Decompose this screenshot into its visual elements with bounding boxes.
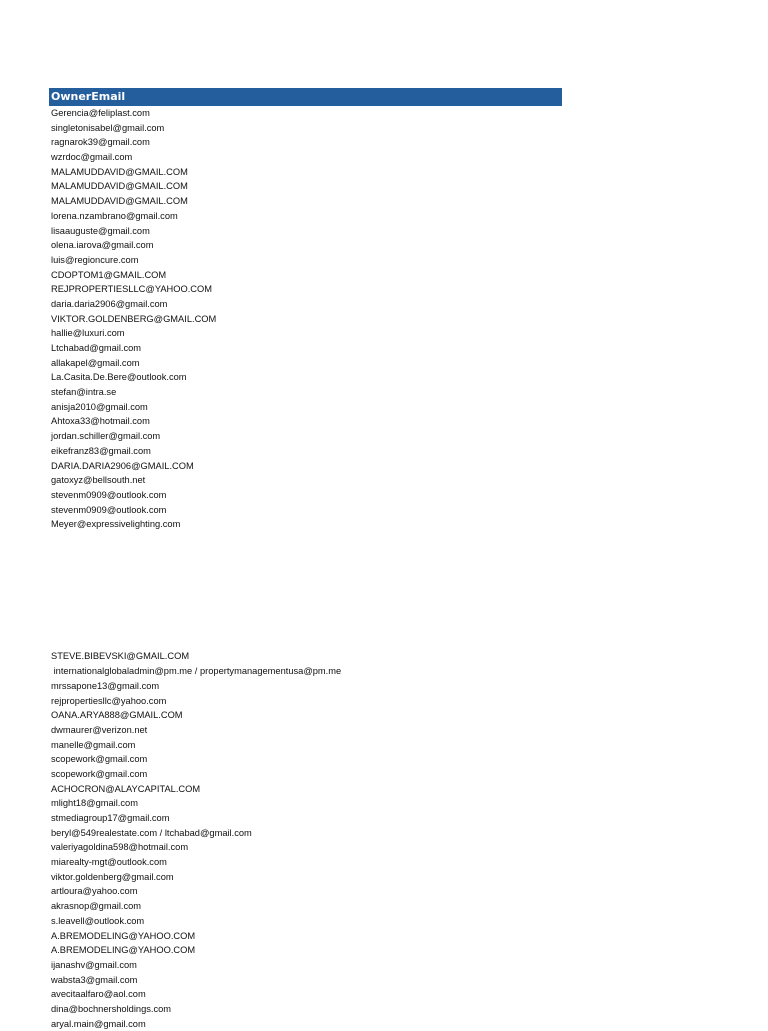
email-cell[interactable]: eikefranz83@gmail.com bbox=[51, 445, 151, 456]
email-cell[interactable]: scopework@gmail.com bbox=[51, 754, 148, 765]
empty-cell[interactable] bbox=[49, 591, 562, 606]
email-cell[interactable]: manelle@gmail.com bbox=[51, 739, 136, 750]
email-cell[interactable]: REJPROPERTIESLLC@YAHOO.COM bbox=[51, 284, 212, 295]
email-cell[interactable]: ijanashv@gmail.com bbox=[51, 959, 137, 970]
email-cell[interactable]: miarealty-mgt@outlook.com bbox=[51, 857, 167, 868]
email-cell[interactable]: La.Casita.De.Bere@outlook.com bbox=[51, 372, 187, 383]
email-cell[interactable]: DARIA.DARIA2906@GMAIL.COM bbox=[51, 460, 194, 471]
email-cell[interactable]: daria.daria2906@gmail.com bbox=[51, 298, 168, 309]
email-cell[interactable]: lisaauguste@gmail.com bbox=[51, 225, 150, 236]
email-cell[interactable]: allakapel@gmail.com bbox=[51, 357, 140, 368]
email-cell[interactable]: dina@bochnersholdings.com bbox=[51, 1003, 172, 1014]
empty-cell[interactable] bbox=[49, 635, 562, 650]
email-cell[interactable]: Ahtoxa33@hotmail.com bbox=[51, 416, 150, 427]
email-cell[interactable]: jordan.schiller@gmail.com bbox=[51, 431, 161, 442]
email-cell[interactable]: MALAMUDDAVID@GMAIL.COM bbox=[51, 166, 188, 177]
empty-cell[interactable] bbox=[49, 532, 562, 547]
email-cell[interactable]: MALAMUDDAVID@GMAIL.COM bbox=[51, 196, 188, 207]
email-cell[interactable]: anisja2010@gmail.com bbox=[51, 401, 148, 412]
email-cell[interactable]: olena.iarova@gmail.com bbox=[51, 240, 154, 251]
email-cell[interactable]: wabsta3@gmail.com bbox=[51, 974, 138, 985]
email-cell[interactable]: rejpropertiesllc@yahoo.com bbox=[51, 695, 167, 706]
email-cell[interactable]: A.BREMODELING@YAHOO.COM bbox=[51, 930, 196, 941]
email-cell[interactable]: gatoxyz@bellsouth.net bbox=[51, 475, 146, 486]
email-cell[interactable]: akrasnop@gmail.com bbox=[51, 901, 142, 912]
empty-cell[interactable] bbox=[49, 620, 562, 635]
email-cell[interactable]: artloura@yahoo.com bbox=[51, 886, 138, 897]
email-cell[interactable]: stefan@intra.se bbox=[51, 387, 117, 398]
email-cell[interactable]: viktor.goldenberg@gmail.com bbox=[51, 871, 174, 882]
email-cell[interactable]: wzrdoc@gmail.com bbox=[51, 152, 133, 163]
email-cell[interactable]: mlight18@gmail.com bbox=[51, 798, 138, 809]
spreadsheet-column bbox=[49, 88, 562, 1031]
email-cell[interactable]: scopework@gmail.com bbox=[51, 768, 148, 779]
empty-cell[interactable] bbox=[49, 576, 562, 591]
email-cell[interactable]: internationalglobaladmin@pm.me / propertymanagementusa@pm.me bbox=[51, 666, 342, 677]
email-cell[interactable]: VIKTOR.GOLDENBERG@GMAIL.COM bbox=[51, 313, 217, 324]
empty-cell[interactable] bbox=[49, 547, 562, 562]
email-cell[interactable]: MALAMUDDAVID@GMAIL.COM bbox=[51, 181, 188, 192]
email-cell[interactable]: CDOPTOM1@GMAIL.COM bbox=[51, 269, 167, 280]
email-cell[interactable]: stevenm0909@outlook.com bbox=[51, 489, 167, 500]
email-cell[interactable]: Ltchabad@gmail.com bbox=[51, 343, 142, 353]
email-cell[interactable]: STEVE.BIBEVSKI@GMAIL.COM bbox=[51, 651, 190, 662]
email-cell[interactable]: A.BREMODELING@YAHOO.COM bbox=[51, 945, 196, 956]
email-cell[interactable]: s.leavell@outlook.com bbox=[51, 915, 145, 926]
email-cell[interactable]: hallie@luxuri.com bbox=[51, 328, 125, 339]
email-cell[interactable]: lorena.nzambrano@gmail.com bbox=[51, 210, 178, 221]
empty-cell[interactable] bbox=[49, 561, 562, 576]
email-cell[interactable]: singletonisabel@gmail.com bbox=[51, 122, 165, 133]
email-cell[interactable]: avecitaalfaro@aol.com bbox=[51, 989, 146, 1000]
email-cell[interactable]: mrssapone13@gmail.com bbox=[51, 680, 160, 691]
email-cell[interactable]: dwmaurer@verizon.net bbox=[51, 724, 148, 735]
email-cell[interactable]: aryal.main@gmail.com bbox=[51, 1018, 146, 1029]
email-cell[interactable]: Meyer@expressivelighting.com bbox=[51, 519, 181, 530]
email-cell[interactable]: stevenm0909@outlook.com bbox=[51, 504, 167, 515]
empty-cell[interactable] bbox=[49, 605, 562, 620]
email-cell[interactable]: Gerencia@feliplast.com bbox=[51, 108, 150, 118]
email-cell[interactable]: beryl@549realestate.com / ltchabad@gmail.com bbox=[51, 827, 252, 838]
email-cell[interactable]: valeriyagoldina598@hotmail.com bbox=[51, 842, 189, 853]
email-list bbox=[49, 106, 562, 1031]
email-cell[interactable]: stmediagroup17@gmail.com bbox=[51, 813, 170, 823]
email-cell[interactable]: ragnarok39@gmail.com bbox=[51, 137, 150, 148]
email-cell[interactable]: luis@regioncure.com bbox=[51, 254, 139, 265]
email-cell[interactable]: ACHOCRON@ALAYCAPITAL.COM bbox=[51, 783, 201, 794]
email-cell[interactable]: OANA.ARYA888@GMAIL.COM bbox=[51, 710, 183, 721]
column-header[interactable]: OwnerEmail bbox=[49, 88, 562, 106]
